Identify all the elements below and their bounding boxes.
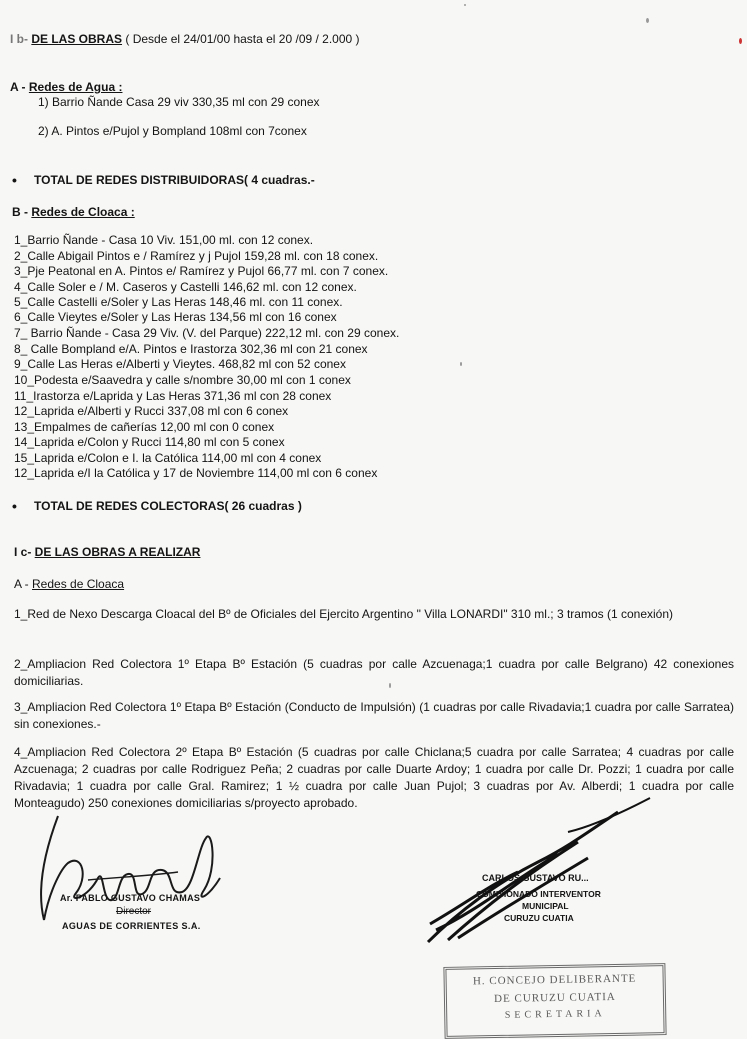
section-c-subheading bbox=[14, 577, 124, 591]
council-stamp bbox=[443, 963, 666, 1039]
section-c-heading bbox=[14, 545, 200, 559]
section-a-heading bbox=[10, 80, 122, 94]
list-item: 9_Calle Las Heras e/Alberti y Vieytes. 468,82 ml con 52 conex bbox=[14, 357, 346, 371]
signature-left-org: AGUAS DE CORRIENTES S.A. bbox=[62, 921, 201, 931]
section-b-heading bbox=[12, 205, 135, 219]
section-c-sub-label: A - bbox=[14, 577, 33, 591]
scan-speck bbox=[389, 683, 391, 688]
section-b-label: B - bbox=[12, 205, 32, 219]
list-item: 12_Laprida e/Alberti y Rucci 337,08 ml con 6 conex bbox=[14, 404, 289, 418]
list-item: 1) Barrio Ñande Casa 29 viv 330,35 ml con 29 conex bbox=[38, 95, 320, 109]
list-item: 15_Laprida e/Colon e I. la Católica 114,00 ml con 4 conex bbox=[14, 451, 322, 465]
section-b-title: Redes de Cloaca : bbox=[31, 205, 135, 219]
list-item: 3_Pje Peatonal en A. Pintos e/ Ramírez y Pujol 66,77 ml. con 7 conex. bbox=[14, 264, 389, 278]
section-a-title: Redes de Agua : bbox=[28, 80, 123, 94]
signature-left-role: Director bbox=[116, 906, 152, 917]
header-period: ( Desde el 24/01/00 hasta el 20 /09 / 2.000 ) bbox=[125, 32, 360, 46]
paragraph: 2_Ampliacion Red Colectora 1º Etapa Bº Estación (5 cuadras por calle Azcuenaga;1 cuadra por calle Belgrano) 42 conexiones domiciliarias. bbox=[14, 657, 734, 688]
scan-speck bbox=[646, 18, 649, 23]
signature-right-role-2: MUNICIPAL bbox=[522, 901, 569, 911]
list-item: 13_Empalmes de cañerías 12,00 ml con 0 conex bbox=[14, 420, 275, 434]
scan-speck bbox=[464, 4, 466, 6]
scan-speck bbox=[460, 362, 462, 366]
paragraph: 3_Ampliacion Red Colectora 1º Etapa Bº Estación (Conducto de Impulsión) (1 cuadras por calle Rivadavia;1 cuadra por calle Sarratea) sin conexiones.- bbox=[14, 700, 734, 731]
total-distribuidoras: • TOTAL DE REDES DISTRIBUIDORAS( 4 cuadras.- bbox=[34, 173, 315, 187]
paragraph: 4_Ampliacion Red Colectora 2º Etapa Bº Estación (5 cuadras por calle Chiclana;5 cuadra por calle Sarratea; 4 cuadras por calle Azcuenaga; 2 cuadras por calle Rodriguez Peña; 2 cuadras por calle Duarte Ardoy; 1 cuadra por calle Dr. Pozzi; 1 cuadra por calle Rivadavia; 1 cuadra por calle Gral. Ramirez; 1 ½ cuadra por calle Juan Pujol; 3 cuadras por Av. Alberdi; 1 cuadra por calle Monteagudo) 250 conexiones domiciliarias s/proyecto aprobado. bbox=[14, 745, 734, 810]
list-item: 5_Calle Castelli e/Soler y Las Heras 148,46 ml. con 11 conex. bbox=[14, 295, 343, 309]
scan-speck bbox=[739, 38, 742, 44]
section-c-title: DE LAS OBRAS A REALIZAR bbox=[34, 545, 201, 559]
stamp-line-1: H. CONCEJO DELIBERANTE bbox=[472, 972, 637, 988]
total-colectoras: • TOTAL DE REDES COLECTORAS( 26 cuadras ) bbox=[34, 499, 302, 513]
list-item: 7_ Barrio Ñande - Casa 29 Viv. (V. del Parque) 222,12 ml. con 29 conex. bbox=[14, 326, 400, 340]
list-item: 1_Barrio Ñande - Casa 10 Viv. 151,00 ml. con 12 conex. bbox=[14, 233, 314, 247]
list-item: 2) A. Pintos e/Pujol y Bompland 108ml con 7conex bbox=[38, 124, 307, 138]
signature-right-role-1: COMISIONADO INTERVENTOR bbox=[476, 889, 601, 899]
list-item: 10_Podesta e/Saavedra y calle s/nombre 30,00 ml con 1 conex bbox=[14, 373, 351, 387]
stamp-line-3: SECRETARIA bbox=[504, 1008, 606, 1021]
handwritten-signature-right bbox=[418, 792, 658, 952]
section-header bbox=[10, 32, 360, 46]
list-item: 11_Irastorza e/Laprida y Las Heras 371,36 ml con 28 conex bbox=[14, 389, 332, 403]
list-item: 2_Calle Abigail Pintos e / Ramírez y j Pujol 159,28 ml. con 18 conex. bbox=[14, 249, 379, 263]
paragraph: 1_Red de Nexo Descarga Cloacal del Bº de Oficiales del Ejercito Argentino " Villa LONARDI" 310 ml.; 3 tramos (1 conexión) bbox=[14, 607, 673, 621]
signature-right-place: CURUZU CUATIA bbox=[504, 913, 574, 923]
signature-left-name: Ar. PABLO GUSTAVO CHAMAS bbox=[60, 893, 201, 903]
header-prefix: I b- bbox=[10, 32, 28, 46]
stamp-line-2: DE CURUZU CUATIA bbox=[493, 990, 616, 1006]
section-c-sub-title: Redes de Cloaca bbox=[32, 577, 125, 591]
signature-right-name: CARLOS GUSTAVO RU... bbox=[482, 873, 589, 883]
list-item: 8_ Calle Bompland e/A. Pintos e Irastorza 302,36 ml con 21 conex bbox=[14, 342, 368, 356]
section-c-prefix: I c- bbox=[14, 545, 35, 559]
list-item: 12_Laprida e/I la Católica y 17 de Noviembre 114,00 ml con 6 conex bbox=[14, 466, 378, 480]
list-item: 6_Calle Vieytes e/Soler y Las Heras 134,56 ml con 16 conex bbox=[14, 310, 337, 324]
list-item: 14_Laprida e/Colon y Rucci 114,80 ml con 5 conex bbox=[14, 435, 285, 449]
header-title: DE LAS OBRAS bbox=[31, 32, 123, 46]
section-a-label: A - bbox=[10, 80, 29, 94]
list-item: 4_Calle Soler e / M. Caseros y Castelli 146,62 ml. con 12 conex. bbox=[14, 280, 357, 294]
